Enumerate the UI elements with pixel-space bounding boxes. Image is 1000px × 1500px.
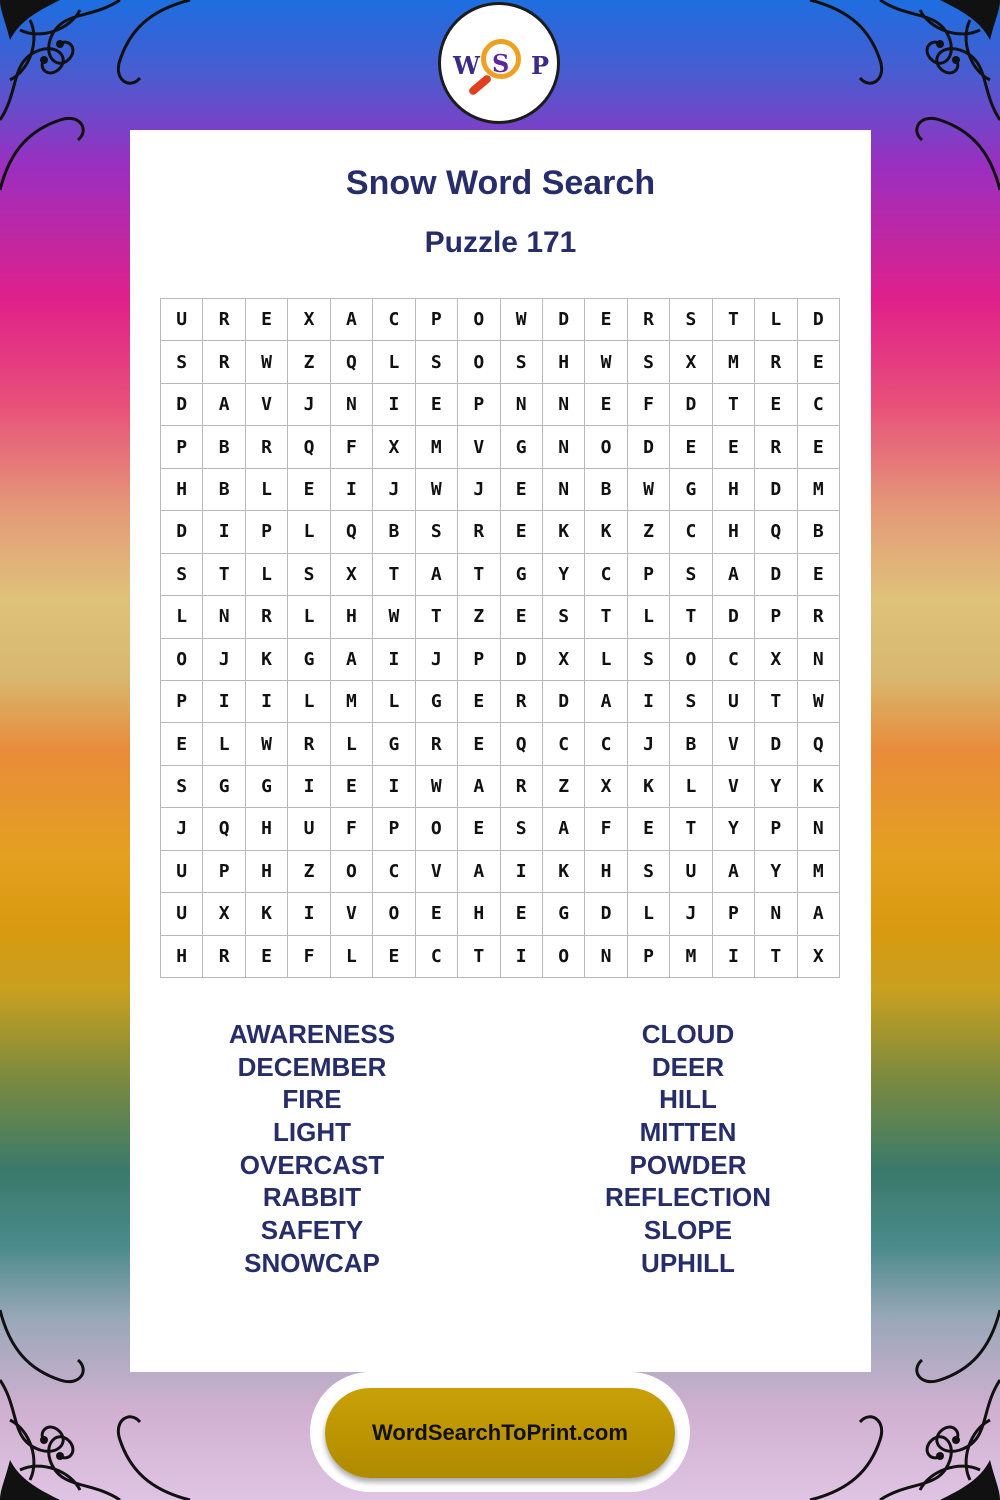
grid-cell: A <box>203 384 245 426</box>
grid-cell: E <box>416 384 458 426</box>
grid-cell: T <box>585 596 627 638</box>
grid-cell: U <box>161 299 203 341</box>
grid-cell: A <box>458 766 500 808</box>
grid-cell: C <box>373 299 415 341</box>
grid-cell: E <box>755 384 797 426</box>
grid-cell: O <box>161 639 203 681</box>
grid-cell: H <box>458 893 500 935</box>
grid-cell: H <box>161 469 203 511</box>
grid-cell: M <box>713 341 755 383</box>
grid-cell: Q <box>288 426 330 468</box>
grid-cell: R <box>246 596 288 638</box>
word-item: UPHILL <box>641 1247 735 1278</box>
grid-cell: O <box>585 426 627 468</box>
grid-cell: E <box>585 299 627 341</box>
grid-cell: M <box>798 469 840 511</box>
grid-cell: J <box>288 384 330 426</box>
grid-cell: D <box>713 596 755 638</box>
grid-cell: H <box>543 341 585 383</box>
word-item: SLOPE <box>643 1215 733 1246</box>
grid-cell: O <box>373 893 415 935</box>
grid-cell: P <box>458 384 500 426</box>
grid-cell: R <box>628 299 670 341</box>
grid-cell: V <box>416 851 458 893</box>
grid-cell: D <box>501 639 543 681</box>
grid-cell: A <box>585 681 627 723</box>
grid-cell: D <box>585 893 627 935</box>
grid-cell: L <box>203 723 245 765</box>
grid-cell: N <box>798 808 840 850</box>
grid-cell: R <box>798 596 840 638</box>
word-item: HILL <box>659 1084 717 1115</box>
grid-cell: G <box>543 893 585 935</box>
grid-cell: T <box>373 554 415 596</box>
grid-cell: X <box>373 426 415 468</box>
grid-cell: V <box>458 426 500 468</box>
word-item: CLOUD <box>641 1019 735 1049</box>
grid-cell: C <box>798 384 840 426</box>
word-list-left <box>162 1018 462 1280</box>
site-logo[interactable] <box>438 2 560 124</box>
grid-cell: E <box>501 893 543 935</box>
grid-cell: J <box>373 469 415 511</box>
puzzle-card <box>130 130 871 1372</box>
word-item: DECEMBER <box>237 1051 387 1082</box>
grid-cell: E <box>628 808 670 850</box>
grid-cell: Z <box>288 341 330 383</box>
grid-cell: O <box>543 936 585 978</box>
word-item: MITTEN <box>639 1117 737 1148</box>
grid-cell: D <box>628 426 670 468</box>
word-item: SAFETY <box>260 1215 364 1246</box>
grid-cell: S <box>543 596 585 638</box>
grid-cell: L <box>246 554 288 596</box>
grid-cell: K <box>246 639 288 681</box>
grid-cell: S <box>161 341 203 383</box>
grid-cell: G <box>670 469 712 511</box>
grid-cell: Q <box>501 723 543 765</box>
grid-cell: I <box>288 766 330 808</box>
grid-cell: H <box>246 851 288 893</box>
grid-cell: W <box>246 723 288 765</box>
grid-cell: P <box>161 681 203 723</box>
grid-cell: W <box>246 341 288 383</box>
logo-letter-s: S <box>492 49 510 78</box>
grid-cell: Y <box>755 766 797 808</box>
grid-cell: F <box>331 426 373 468</box>
grid-cell: S <box>670 299 712 341</box>
logo-letter-w: W <box>453 51 480 80</box>
grid-cell: F <box>585 808 627 850</box>
grid-cell: C <box>416 936 458 978</box>
grid-cell: H <box>161 936 203 978</box>
grid-cell: U <box>713 681 755 723</box>
grid-cell: P <box>246 511 288 553</box>
grid-cell: C <box>585 723 627 765</box>
grid-cell: U <box>670 851 712 893</box>
grid-cell: T <box>713 299 755 341</box>
grid-cell: B <box>585 469 627 511</box>
grid-cell: R <box>203 299 245 341</box>
grid-cell: E <box>416 893 458 935</box>
grid-cell: Q <box>798 723 840 765</box>
grid-cell: E <box>670 426 712 468</box>
grid-cell: W <box>798 681 840 723</box>
grid-cell: D <box>161 511 203 553</box>
grid-cell: H <box>713 469 755 511</box>
grid-cell: B <box>203 469 245 511</box>
grid-cell: L <box>373 341 415 383</box>
grid-cell: S <box>670 554 712 596</box>
grid-cell: S <box>161 554 203 596</box>
word-item: AWARENESS <box>228 1019 396 1049</box>
grid-cell: A <box>713 851 755 893</box>
grid-cell: S <box>501 808 543 850</box>
grid-cell: Q <box>755 511 797 553</box>
word-item: OVERCAST <box>239 1149 385 1180</box>
grid-cell: Z <box>288 851 330 893</box>
grid-cell: E <box>246 299 288 341</box>
grid-cell: E <box>798 426 840 468</box>
grid-cell: U <box>288 808 330 850</box>
grid-cell: N <box>203 596 245 638</box>
grid-cell: L <box>628 596 670 638</box>
grid-cell: L <box>331 936 373 978</box>
grid-cell: M <box>331 681 373 723</box>
grid-cell: N <box>798 639 840 681</box>
grid-cell: F <box>331 808 373 850</box>
grid-cell: G <box>416 681 458 723</box>
grid-cell: H <box>585 851 627 893</box>
grid-cell: S <box>628 341 670 383</box>
grid-cell: E <box>798 341 840 383</box>
grid-cell: S <box>416 511 458 553</box>
grid-cell: D <box>798 299 840 341</box>
grid-cell: F <box>628 384 670 426</box>
grid-cell: U <box>161 893 203 935</box>
grid-cell: E <box>246 936 288 978</box>
grid-cell: X <box>670 341 712 383</box>
grid-cell: P <box>713 893 755 935</box>
grid-cell: Y <box>713 808 755 850</box>
grid-cell: L <box>161 596 203 638</box>
grid-cell: R <box>246 426 288 468</box>
grid-cell: X <box>288 299 330 341</box>
grid-cell: E <box>585 384 627 426</box>
grid-cell: Y <box>543 554 585 596</box>
grid-cell: Q <box>331 511 373 553</box>
grid-cell: E <box>501 511 543 553</box>
grid-cell: U <box>161 851 203 893</box>
grid-cell: P <box>416 299 458 341</box>
grid-cell: C <box>585 554 627 596</box>
grid-cell: N <box>585 936 627 978</box>
grid-cell: A <box>416 554 458 596</box>
grid-cell: V <box>331 893 373 935</box>
grid-cell: G <box>373 723 415 765</box>
grid-cell: I <box>203 511 245 553</box>
grid-cell: T <box>416 596 458 638</box>
grid-cell: I <box>628 681 670 723</box>
grid-cell: E <box>331 766 373 808</box>
grid-cell: G <box>288 639 330 681</box>
grid-cell: C <box>713 639 755 681</box>
grid-cell: G <box>203 766 245 808</box>
grid-cell: A <box>543 808 585 850</box>
grid-cell: K <box>543 511 585 553</box>
grid-cell: I <box>288 893 330 935</box>
grid-cell: I <box>713 936 755 978</box>
grid-cell: D <box>755 554 797 596</box>
grid-cell: L <box>331 723 373 765</box>
grid-cell: O <box>458 299 500 341</box>
grid-cell: L <box>670 766 712 808</box>
grid-cell: S <box>628 639 670 681</box>
grid-cell: L <box>288 681 330 723</box>
grid-cell: R <box>203 936 245 978</box>
grid-cell: T <box>755 681 797 723</box>
grid-cell: N <box>755 893 797 935</box>
grid-cell: S <box>670 681 712 723</box>
grid-cell: M <box>798 851 840 893</box>
grid-cell: Q <box>331 341 373 383</box>
grid-cell: N <box>501 384 543 426</box>
grid-cell: P <box>161 426 203 468</box>
grid-cell: W <box>416 469 458 511</box>
grid-cell: E <box>798 554 840 596</box>
grid-cell: J <box>458 469 500 511</box>
grid-cell: E <box>458 723 500 765</box>
grid-cell: C <box>543 723 585 765</box>
word-item: LIGHT <box>273 1117 351 1148</box>
grid-cell: N <box>543 469 585 511</box>
grid-cell: N <box>543 426 585 468</box>
grid-cell: K <box>628 766 670 808</box>
grid-cell: R <box>203 341 245 383</box>
grid-cell: I <box>501 936 543 978</box>
grid-cell: G <box>246 766 288 808</box>
grid-cell: W <box>628 469 670 511</box>
website-button[interactable]: WordSearchToPrint.com <box>325 1388 675 1478</box>
grid-cell: W <box>585 341 627 383</box>
grid-cell: V <box>713 723 755 765</box>
grid-cell: S <box>416 341 458 383</box>
grid-cell: G <box>501 426 543 468</box>
grid-cell: V <box>246 384 288 426</box>
grid-cell: X <box>798 936 840 978</box>
grid-cell: M <box>670 936 712 978</box>
grid-cell: E <box>373 936 415 978</box>
grid-cell: O <box>331 851 373 893</box>
grid-cell: E <box>458 808 500 850</box>
grid-cell: D <box>543 299 585 341</box>
grid-cell: D <box>670 384 712 426</box>
grid-cell: Z <box>628 511 670 553</box>
grid-cell: L <box>628 893 670 935</box>
word-item: REFLECTION <box>604 1182 772 1213</box>
grid-cell: C <box>373 851 415 893</box>
grid-cell: Y <box>755 851 797 893</box>
word-list-right <box>538 1018 838 1280</box>
grid-cell: A <box>331 639 373 681</box>
grid-cell: P <box>203 851 245 893</box>
grid-cell: X <box>585 766 627 808</box>
grid-cell: L <box>288 511 330 553</box>
grid-cell: Z <box>543 766 585 808</box>
grid-cell: S <box>161 766 203 808</box>
word-item: POWDER <box>629 1149 747 1180</box>
grid-cell: F <box>288 936 330 978</box>
grid-cell: P <box>628 936 670 978</box>
grid-cell: L <box>246 469 288 511</box>
grid-cell: T <box>755 936 797 978</box>
grid-cell: R <box>501 766 543 808</box>
grid-cell: H <box>713 511 755 553</box>
grid-cell: X <box>203 893 245 935</box>
grid-cell: L <box>373 681 415 723</box>
grid-cell: O <box>458 341 500 383</box>
grid-cell: S <box>628 851 670 893</box>
grid-cell: R <box>288 723 330 765</box>
grid-cell: L <box>288 596 330 638</box>
grid-cell: D <box>755 723 797 765</box>
grid-cell: N <box>331 384 373 426</box>
grid-cell: P <box>628 554 670 596</box>
grid-cell: T <box>670 596 712 638</box>
grid-cell: P <box>373 808 415 850</box>
grid-cell: V <box>713 766 755 808</box>
grid-cell: L <box>755 299 797 341</box>
grid-cell: A <box>458 851 500 893</box>
grid-cell: D <box>755 469 797 511</box>
grid-cell: I <box>373 639 415 681</box>
grid-cell: E <box>501 469 543 511</box>
grid-cell: J <box>416 639 458 681</box>
grid-cell: P <box>458 639 500 681</box>
grid-cell: W <box>501 299 543 341</box>
grid-cell: P <box>755 596 797 638</box>
grid-cell: E <box>713 426 755 468</box>
grid-cell: T <box>458 936 500 978</box>
grid-cell: R <box>416 723 458 765</box>
grid-cell: R <box>755 341 797 383</box>
grid-cell: K <box>543 851 585 893</box>
word-item: SNOWCAP <box>244 1247 380 1278</box>
logo-letter-p: P <box>531 51 550 80</box>
grid-cell: B <box>798 511 840 553</box>
grid-cell: A <box>798 893 840 935</box>
grid-cell: D <box>161 384 203 426</box>
grid-cell: X <box>755 639 797 681</box>
grid-cell: E <box>288 469 330 511</box>
grid-cell: I <box>373 766 415 808</box>
grid-cell: B <box>203 426 245 468</box>
grid-cell: K <box>798 766 840 808</box>
grid-cell: I <box>331 469 373 511</box>
grid-cell: T <box>203 554 245 596</box>
page-title: Snow Word Search <box>345 164 656 202</box>
grid-cell: R <box>755 426 797 468</box>
grid-cell: E <box>161 723 203 765</box>
grid-cell: T <box>713 384 755 426</box>
grid-cell: J <box>161 808 203 850</box>
grid-cell: R <box>458 511 500 553</box>
word-item: DEER <box>651 1051 725 1082</box>
grid-cell: O <box>670 639 712 681</box>
grid-cell: H <box>246 808 288 850</box>
grid-cell: B <box>373 511 415 553</box>
grid-cell: W <box>416 766 458 808</box>
grid-cell: O <box>416 808 458 850</box>
grid-cell: I <box>501 851 543 893</box>
puzzle-number: Puzzle 171 <box>424 226 577 259</box>
grid-cell: X <box>331 554 373 596</box>
grid-cell: D <box>543 681 585 723</box>
grid-cell: E <box>501 596 543 638</box>
grid-cell: N <box>543 384 585 426</box>
grid-cell: I <box>373 384 415 426</box>
grid-cell: I <box>203 681 245 723</box>
grid-cell: T <box>670 808 712 850</box>
grid-cell: L <box>585 639 627 681</box>
grid-cell: I <box>246 681 288 723</box>
word-item: FIRE <box>282 1084 342 1115</box>
grid-cell: W <box>373 596 415 638</box>
grid-cell: P <box>755 808 797 850</box>
grid-cell: R <box>501 681 543 723</box>
grid-cell: K <box>246 893 288 935</box>
grid-cell: M <box>416 426 458 468</box>
grid-cell: Q <box>203 808 245 850</box>
grid-cell: S <box>288 554 330 596</box>
grid-cell: Z <box>458 596 500 638</box>
grid-cell: S <box>501 341 543 383</box>
grid-cell: G <box>501 554 543 596</box>
grid-cell: E <box>458 681 500 723</box>
grid-cell: J <box>203 639 245 681</box>
grid-cell: A <box>331 299 373 341</box>
grid-cell: B <box>670 723 712 765</box>
grid-cell: J <box>628 723 670 765</box>
grid-cell: T <box>458 554 500 596</box>
word-item: RABBIT <box>262 1182 362 1213</box>
grid-cell: X <box>543 639 585 681</box>
grid-cell: C <box>670 511 712 553</box>
grid-cell: H <box>331 596 373 638</box>
grid-cell: A <box>713 554 755 596</box>
grid-cell: K <box>585 511 627 553</box>
letter-grid <box>160 298 840 978</box>
grid-cell: J <box>670 893 712 935</box>
